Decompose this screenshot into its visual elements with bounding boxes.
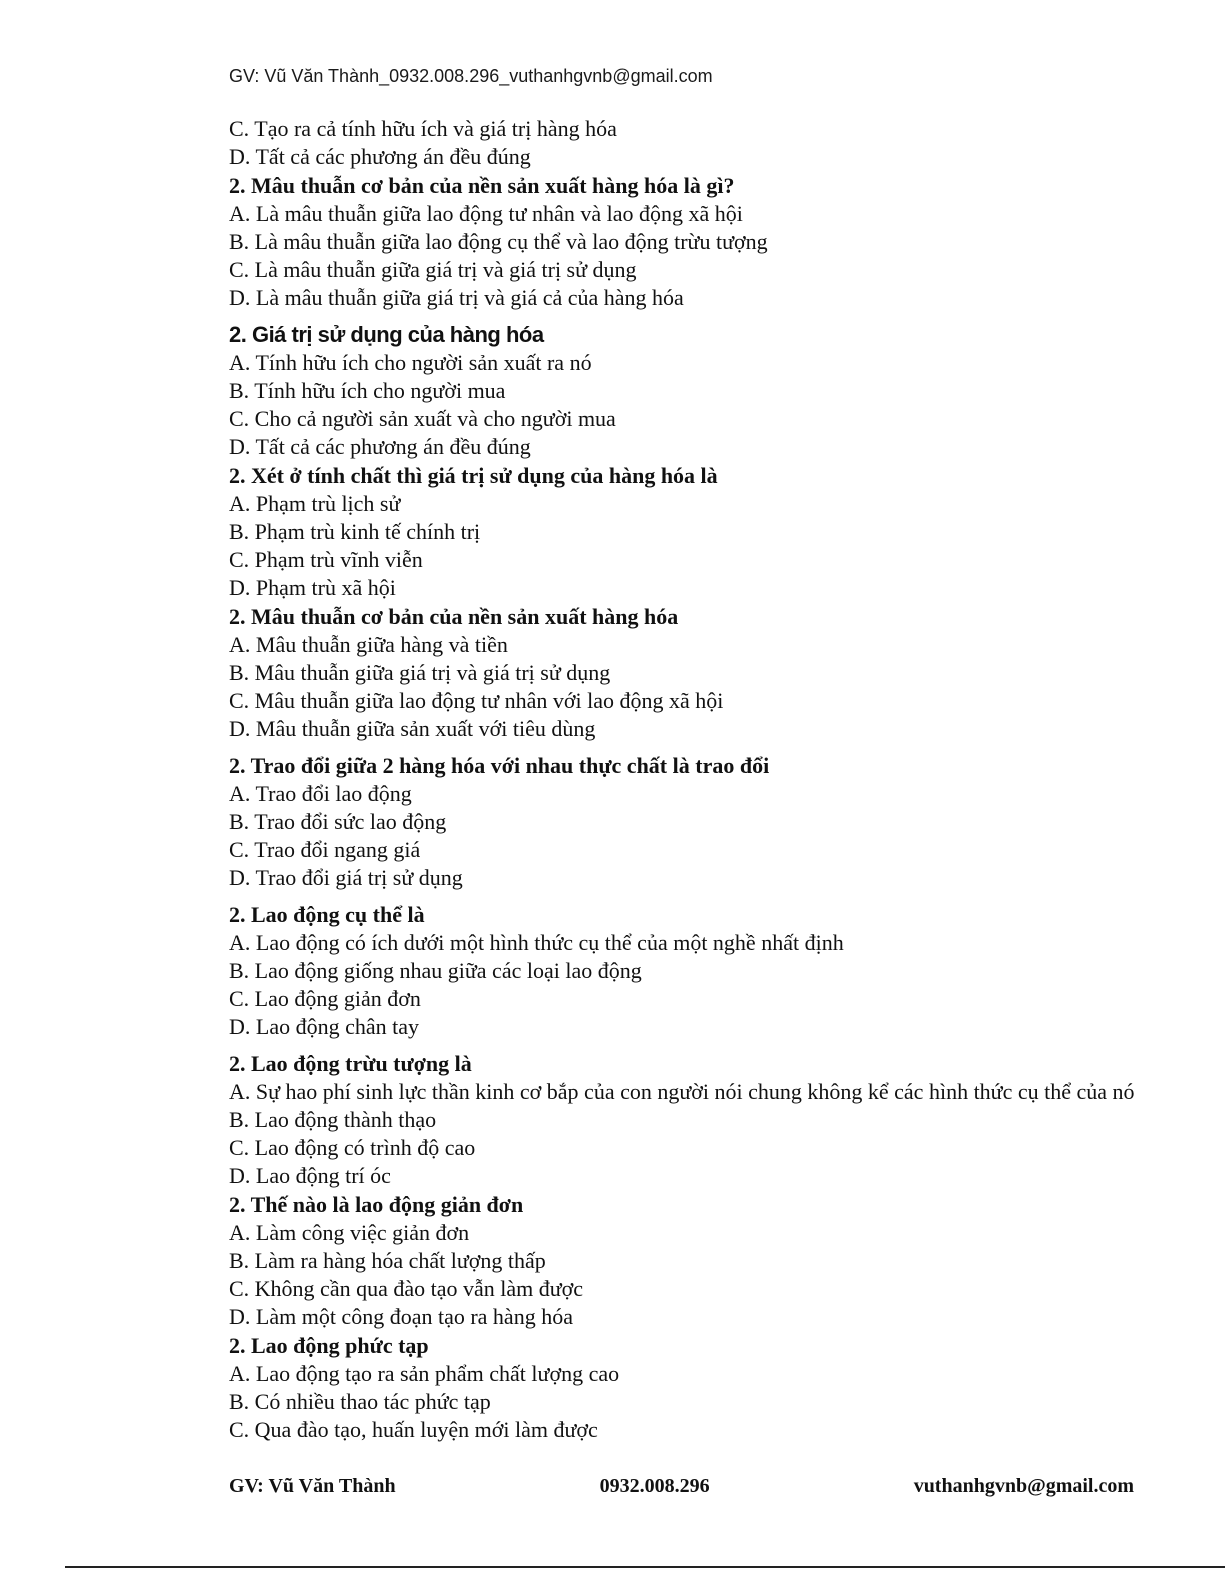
- option-line: C. Phạm trù vĩnh viễn: [229, 547, 423, 572]
- option-line: D. Lao động trí óc: [229, 1163, 391, 1188]
- option-line: D. Làm một công đoạn tạo ra hàng hóa: [229, 1304, 573, 1329]
- question-title: 2. Mâu thuẫn cơ bản của nền sản xuất hàng hóa là gì?: [229, 173, 735, 198]
- option-line: C. Mâu thuẫn giữa lao động tư nhân với lao động xã hội: [229, 688, 724, 713]
- option-line: A. Làm công việc giản đơn: [229, 1220, 470, 1245]
- option-line: B. Làm ra hàng hóa chất lượng thấp: [229, 1248, 546, 1273]
- option-line: A. Tính hữu ích cho người sản xuất ra nó: [229, 350, 592, 375]
- bottom-divider: [65, 1566, 1225, 1568]
- option-line: D. Trao đổi giá trị sử dụng: [229, 865, 463, 890]
- option-line: C. Tạo ra cả tính hữu ích và giá trị hàng hóa: [229, 116, 617, 141]
- option-line: C. Trao đổi ngang giá: [229, 837, 421, 862]
- option-line: A. Là mâu thuẫn giữa lao động tư nhân và lao động xã hội: [229, 201, 743, 226]
- option-line: B. Phạm trù kinh tế chính trị: [229, 519, 481, 544]
- option-line: C. Lao động giản đơn: [229, 986, 421, 1011]
- question-title: 2. Thế nào là lao động giản đơn: [229, 1192, 524, 1217]
- page-footer: [229, 1475, 1134, 1498]
- question-title: 2. Trao đổi giữa 2 hàng hóa với nhau thực chất là trao đổi: [229, 753, 770, 778]
- footer-phone: 0932.008.296: [599, 1475, 710, 1497]
- question-title: 2. Giá trị sử dụng của hàng hóa: [229, 322, 544, 347]
- option-line: A. Trao đổi lao động: [229, 781, 412, 806]
- question-title: 2. Lao động phức tạp: [229, 1333, 429, 1358]
- option-line: B. Lao động giống nhau giữa các loại lao động: [229, 958, 642, 983]
- quiz-content: [229, 115, 1144, 1444]
- option-line: A. Mâu thuẫn giữa hàng và tiền: [229, 632, 508, 657]
- option-line: D. Mâu thuẫn giữa sản xuất với tiêu dùng: [229, 716, 596, 741]
- option-line: C. Không cần qua đào tạo vẫn làm được: [229, 1276, 584, 1301]
- question-title: 2. Mâu thuẫn cơ bản của nền sản xuất hàng hóa: [229, 604, 679, 629]
- question-title: 2. Xét ở tính chất thì giá trị sử dụng của hàng hóa là: [229, 463, 718, 488]
- option-line: B. Mâu thuẫn giữa giá trị và giá trị sử dụng: [229, 660, 611, 685]
- option-line: B. Lao động thành thạo: [229, 1107, 437, 1132]
- option-line: D. Tất cả các phương án đều đúng: [229, 144, 531, 169]
- footer-email: vuthanhgvnb@gmail.com: [913, 1475, 1134, 1497]
- option-line: B. Tính hữu ích cho người mua: [229, 378, 506, 403]
- page-header: GV: Vũ Văn Thành_0932.008.296_vuthanhgvnb@gmail.com: [229, 66, 713, 86]
- option-line: B. Là mâu thuẫn giữa lao động cụ thể và lao động trừu tượng: [229, 229, 768, 254]
- option-line: B. Trao đổi sức lao động: [229, 809, 447, 834]
- option-line: A. Sự hao phí sinh lực thần kinh cơ bắp của con người nói chung không kể các hình thức cụ thể của nó: [229, 1079, 1135, 1104]
- option-line: D. Tất cả các phương án đều đúng: [229, 434, 531, 459]
- option-line: B. Có nhiều thao tác phức tạp: [229, 1389, 491, 1414]
- option-line: A. Phạm trù lịch sử: [229, 491, 401, 516]
- question-title: 2. Lao động trừu tượng là: [229, 1051, 472, 1076]
- option-line: D. Lao động chân tay: [229, 1014, 419, 1039]
- option-line: C. Là mâu thuẫn giữa giá trị và giá trị sử dụng: [229, 257, 637, 282]
- option-line: D. Phạm trù xã hội: [229, 575, 396, 600]
- question-title: 2. Lao động cụ thể là: [229, 902, 425, 927]
- footer-teacher-name: GV: Vũ Văn Thành: [229, 1475, 396, 1497]
- option-line: C. Qua đào tạo, huấn luyện mới làm được: [229, 1417, 598, 1442]
- option-line: A. Lao động có ích dưới một hình thức cụ thể của một nghề nhất định: [229, 930, 844, 955]
- option-line: D. Là mâu thuẫn giữa giá trị và giá cả của hàng hóa: [229, 285, 684, 310]
- option-line: C. Lao động có trình độ cao: [229, 1135, 476, 1160]
- option-line: A. Lao động tạo ra sản phẩm chất lượng cao: [229, 1361, 620, 1386]
- option-line: C. Cho cả người sản xuất và cho người mua: [229, 406, 616, 431]
